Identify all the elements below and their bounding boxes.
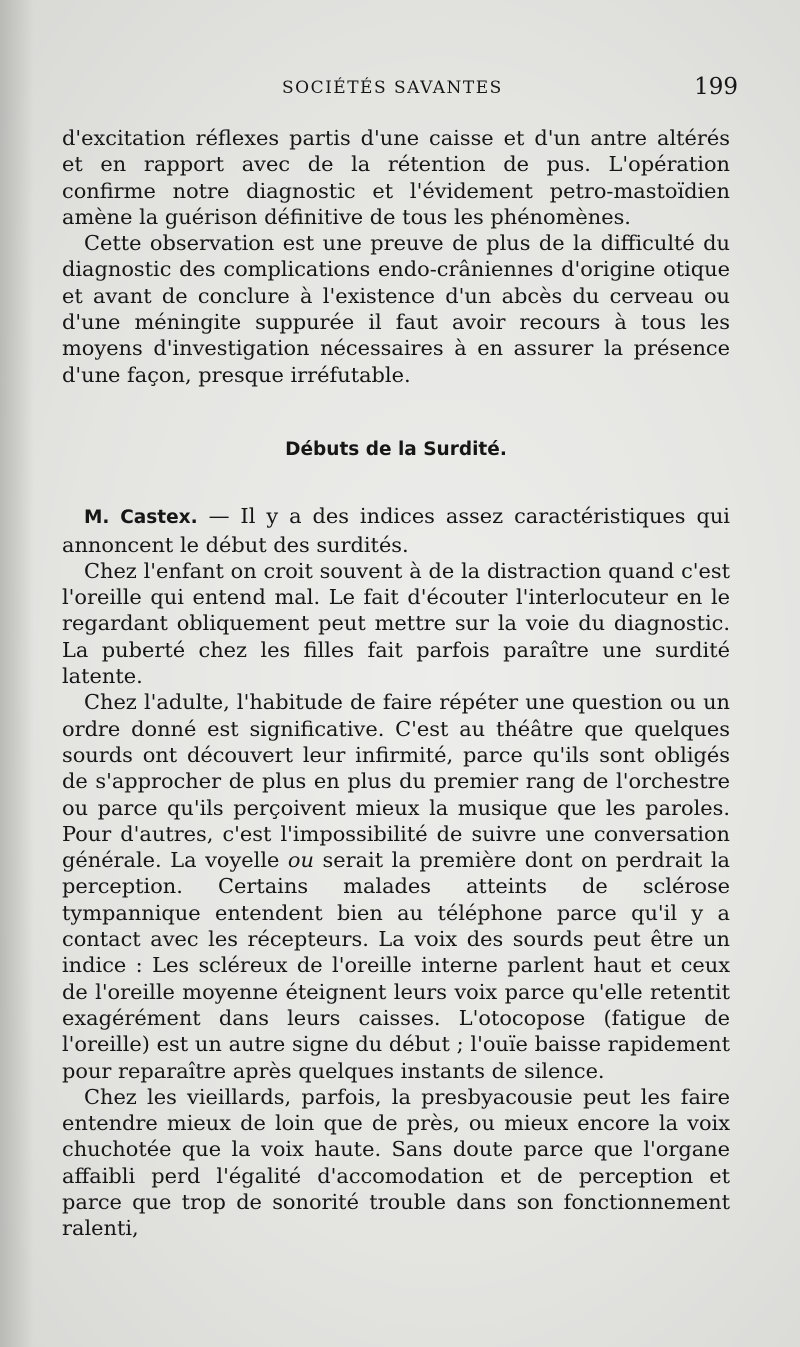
vowel-ou: ou	[287, 848, 314, 873]
page-number: 199	[694, 74, 738, 100]
paragraph-adulte	[62, 689, 730, 1083]
section-heading: Débuts de la Surdité.	[285, 438, 507, 460]
speaker-name: M. Castex.	[84, 507, 198, 529]
paragraph-observation: Cette observation est une preuve de plus de la difficulté du diagnostic des complications endo-crâniennes d'origine otique et avant de conclure à l'existence d'un abcès du cerveau ou d'une méningite suppurée il faut avoir recours à tous les moyens d'investigation nécessaires à en assurer la présence d'une façon, presque irréfutable.	[62, 231, 730, 387]
body-text	[62, 125, 730, 1242]
gutter-shadow	[0, 0, 34, 1347]
paragraph-continued: d'excitation réflexes partis d'une caisse et d'un antre altérés et en rapport avec de la rétention de pus. L'opération confirme notre diagnostic et l'évidement petro-mastoïdien amène la guérison définitive de tous les phénomènes.	[62, 126, 730, 229]
paragraph-adulte-part2: serait la première dont on perdrait la perception. Certains malades atteints de sclérose tympannique entendent bien au téléphone parce qu'il y a contact avec les récepteurs. La voix des sourds peut être un indice : Les scléreux de l'oreille interne parlent haut et ceux de l'oreille moyenne éteignent leurs voix parce qu'elle retentit exagérément dans leurs caisses. L'otocopose (fatigue de l'oreille) est un autre signe du début ; l'ouïe baisse rapidement pour reparaître après quelques instants de silence.	[62, 848, 730, 1083]
paragraph-enfant: Chez l'enfant on croit souvent à de la distraction quand c'est l'oreille qui entend mal. Le fait d'écouter l'interlocuteur en le regardant obliquement peut mettre sur la voie du diagnostic. La puberté chez les filles fait parfois paraître une surdité latente.	[62, 558, 730, 689]
running-head	[62, 74, 738, 104]
paragraph-castex	[62, 503, 730, 558]
paragraph-adulte-part1: Chez l'adulte, l'habitude de faire répéter une question ou un ordre donné est significative. C'est au théâtre que quelques sourds ont découvert leur infirmité, parce qu'ils sont obligés de s'approcher de plus en plus du premier rang de l'orchestre ou parce qu'ils perçoivent mieux la musique que les paroles. Pour d'autres, c'est l'impossibilité de suivre une conversation générale. La voyelle	[62, 690, 730, 873]
paragraph-vieillards: Chez les vieillards, parfois, la presbyacousie peut les faire entendre mieux de loin que de près, ou mieux encore la voix chuchotée que la voix haute. Sans doute parce que l'organe affaibli perd l'égalité d'accomodation et de perception et parce que trop de sonorité trouble dans son fonctionnement ralenti,	[62, 1084, 730, 1241]
running-head-title: SOCIÉTÉS SAVANTES	[282, 78, 503, 98]
paragraph-castex-text: — Il y a des indices assez caractéristiques qui annoncent le début des surdités.	[62, 504, 730, 557]
